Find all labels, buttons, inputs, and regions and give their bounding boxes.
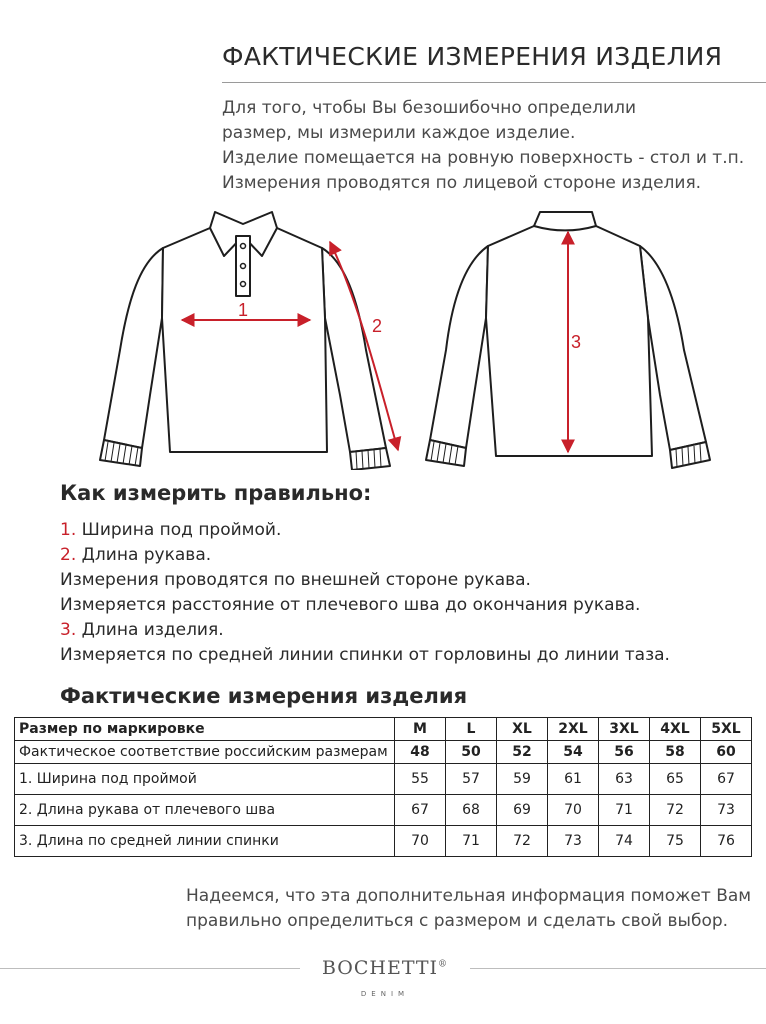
intro-line: Для того, чтобы Вы безошибочно определили — [222, 98, 637, 118]
step-3 — [60, 618, 670, 643]
step-2-text: Длина рукава. — [76, 545, 212, 565]
table-cell: 59 — [497, 764, 548, 795]
measure-label-3: 3 — [571, 332, 582, 352]
measurement-diagram — [0, 200, 766, 470]
step-3-text: Длина изделия. — [76, 620, 224, 640]
footer-divider-right — [470, 968, 766, 969]
table-cell: M — [395, 718, 446, 741]
footer-divider-left — [0, 968, 300, 969]
intro-line: Изделие помещается на ровную поверхность - стол и т.п. — [222, 148, 745, 168]
row-label: Фактическое соответствие российским размерам — [15, 741, 395, 764]
table-cell: 5XL — [701, 718, 752, 741]
table-cell: 72 — [497, 826, 548, 857]
table-cell: 67 — [395, 795, 446, 826]
step-1-text: Ширина под проймой. — [76, 520, 282, 540]
table-cell: 48 — [395, 741, 446, 764]
size-table — [14, 717, 752, 857]
table-heading: Фактические измерения изделия — [60, 684, 468, 708]
intro-line: размер, мы измерили каждое изделие. — [222, 123, 576, 143]
table-row — [15, 795, 752, 826]
table-cell: 67 — [701, 764, 752, 795]
row-label: 1. Ширина под проймой — [15, 764, 395, 795]
table-row — [15, 826, 752, 857]
registered-mark: ® — [438, 959, 449, 970]
closing-line: Надеемся, что эта дополнительная информация поможет Вам — [186, 886, 752, 906]
step-1-number: 1. — [60, 520, 77, 540]
table-cell: 73 — [548, 826, 599, 857]
table-cell: 61 — [548, 764, 599, 795]
brand-name: BOCHETTI — [321, 957, 439, 979]
table-cell: 54 — [548, 741, 599, 764]
how-to-heading: Как измерить правильно: — [60, 481, 372, 505]
table-cell: 58 — [650, 741, 701, 764]
table-cell: 75 — [650, 826, 701, 857]
measure-label-1: 1 — [238, 300, 249, 320]
measure-label-2: 2 — [372, 316, 383, 336]
table-cell: L — [446, 718, 497, 741]
table-cell: 56 — [599, 741, 650, 764]
table-row — [15, 764, 752, 795]
page-title: ФАКТИЧЕСКИЕ ИЗМЕРЕНИЯ ИЗДЕЛИЯ — [222, 42, 723, 71]
table-cell: 71 — [446, 826, 497, 857]
table-cell: 55 — [395, 764, 446, 795]
table-cell: 70 — [548, 795, 599, 826]
step-2 — [60, 543, 670, 568]
step-3-number: 3. — [60, 620, 77, 640]
step-1 — [60, 518, 670, 543]
closing-line: правильно определиться с размером и сделать свой выбор. — [186, 911, 729, 931]
table-cell: 60 — [701, 741, 752, 764]
table-cell: 71 — [599, 795, 650, 826]
table-cell: 65 — [650, 764, 701, 795]
table-row — [15, 718, 752, 741]
front-shirt-illustration — [100, 212, 390, 470]
brand-subtitle: DENIM — [360, 990, 410, 998]
table-cell: 50 — [446, 741, 497, 764]
table-cell: 76 — [701, 826, 752, 857]
step-2-note-b: Измеряется расстояние от плечевого шва до окончания рукава. — [60, 595, 641, 615]
row-label: 3. Длина по средней линии спинки — [15, 826, 395, 857]
step-2-note-a: Измерения проводятся по внешней стороне рукава. — [60, 570, 531, 590]
intro-line: Измерения проводятся по лицевой стороне изделия. — [222, 173, 702, 193]
table-cell: 68 — [446, 795, 497, 826]
closing-message — [186, 884, 751, 934]
table-row — [15, 741, 752, 764]
table-cell: 72 — [650, 795, 701, 826]
table-cell: 63 — [599, 764, 650, 795]
intro-text — [222, 96, 744, 196]
table-cell: 74 — [599, 826, 650, 857]
table-cell: XL — [497, 718, 548, 741]
step-2-number: 2. — [60, 545, 77, 565]
table-cell: 2XL — [548, 718, 599, 741]
table-cell: 3XL — [599, 718, 650, 741]
table-cell: 70 — [395, 826, 446, 857]
table-cell: 52 — [497, 741, 548, 764]
row-label: Размер по маркировке — [15, 718, 395, 741]
table-cell: 69 — [497, 795, 548, 826]
how-to-steps — [60, 518, 670, 668]
row-label: 2. Длина рукава от плечевого шва — [15, 795, 395, 826]
title-divider — [222, 82, 766, 83]
brand-logo — [310, 957, 460, 979]
step-3-note: Измеряется по средней линии спинки от горловины до линии таза. — [60, 645, 670, 665]
table-cell: 57 — [446, 764, 497, 795]
table-cell: 73 — [701, 795, 752, 826]
table-cell: 4XL — [650, 718, 701, 741]
